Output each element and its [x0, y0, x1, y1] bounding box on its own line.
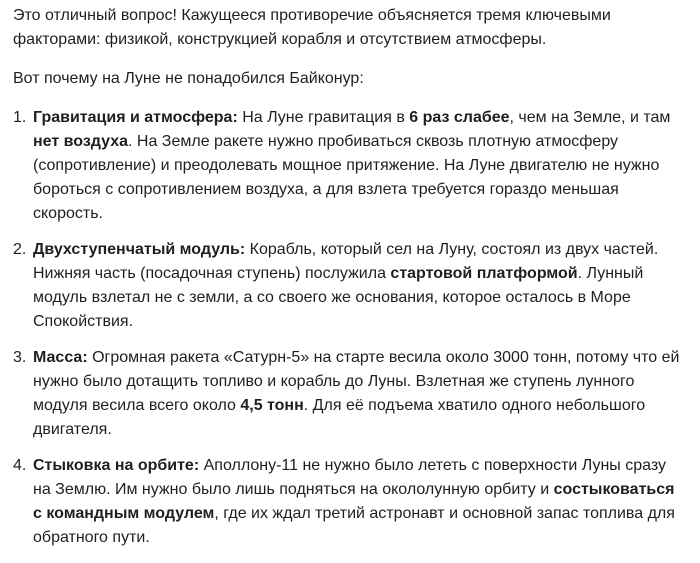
list-number: 4.: [13, 457, 27, 474]
list-item-orbital-docking: [13, 454, 680, 550]
item-text: На Луне гравитация в: [237, 109, 410, 126]
item-title: Двухступенчатый модуль:: [33, 241, 246, 258]
list-item-mass: [13, 346, 680, 442]
intro-line-1: Это отличный вопрос! Кажущееся противоречие объясняется тремя ключевыми: [13, 7, 611, 24]
reasons-list: [13, 106, 680, 550]
list-number: 2.: [13, 241, 27, 258]
list-number: 3.: [13, 349, 27, 366]
item-emphasis: 6 раз слабее: [409, 109, 510, 126]
item-text: . Лунный модуль взлетал не с земли, а со своего же основания, которое осталось в Море Спокойствия.: [33, 265, 644, 330]
item-title: Стыковка на орбите:: [33, 457, 200, 474]
item-text: , где их ждал третий астронавт и основной запас топлива для обратного пути.: [33, 505, 675, 546]
item-text: , чем на Земле, и там: [509, 109, 671, 126]
intro-line-2: факторами: физикой, конструкцией корабля и отсутствием атмосферы.: [13, 31, 547, 48]
item-text: . На Земле ракете нужно пробиваться сквозь плотную атмосферу (сопротивление) и преодолевать мощное притяжение. На Луне двигателю не нужно бороться с сопротивлением воздуха, а для взлета требуется гораздо меньшая скорость.: [33, 133, 660, 222]
item-emphasis: стартовой платформой: [390, 265, 578, 282]
list-number: 1.: [13, 109, 27, 126]
item-text: Корабль, который сел на Луну, состоял из двух частей. Нижняя часть (посадочная ступень) послужила: [33, 241, 659, 282]
item-title: Гравитация и атмосфера:: [33, 109, 238, 126]
item-emphasis: 4,5 тонн: [240, 397, 304, 414]
item-emphasis: нет воздуха: [33, 133, 129, 150]
lead-sentence: Вот почему на Луне не понадобился Байконур:: [13, 70, 364, 87]
item-title: Масса:: [33, 349, 88, 366]
intro-paragraph: [13, 4, 680, 52]
item-text: Аполлону-11 не нужно было лететь с поверхности Луны сразу на Землю. Им нужно было лишь подняться на окололунную орбиту и: [33, 457, 667, 498]
list-item-gravity-atmosphere: [13, 106, 680, 226]
list-item-two-stage-module: [13, 238, 680, 334]
item-text: Огромная ракета «Сатурн-5» на старте весила около 3000 тонн, потому что ей нужно было дотащить топливо и корабль до Луны. Взлетная же ступень лунного модуля весила всего около: [33, 349, 680, 414]
item-emphasis: состыковаться с командным модулем: [33, 481, 675, 522]
item-text: . Для её подъема хватило одного небольшого двигателя.: [33, 397, 646, 438]
